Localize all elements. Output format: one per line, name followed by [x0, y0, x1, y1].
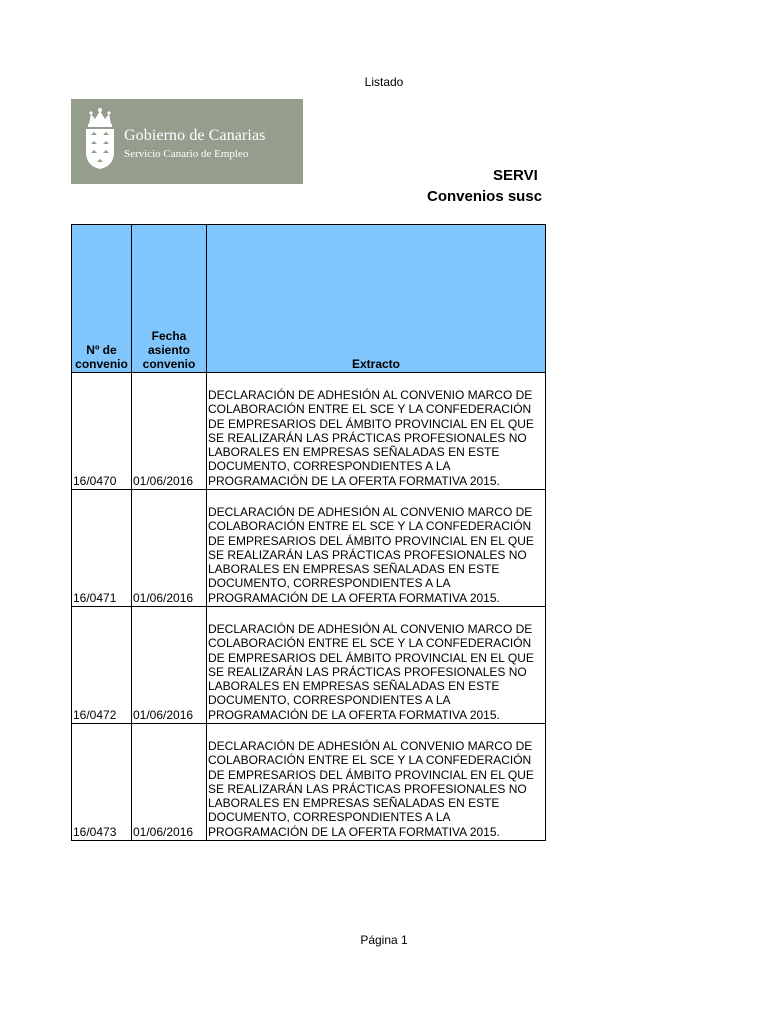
- logo-organization-subtitle: Servicio Canario de Empleo: [124, 148, 249, 160]
- cell-extracto: DECLARACIÓN DE ADHESIÓN AL CONVENIO MARCO DE COLABORACIÓN ENTRE EL SCE Y LA CONFEDERACIÓN DE EMPRESARIOS DEL ÁMBITO PROVINCIAL EN EL QUE SE REALIZARÁN LAS PRÁCTICAS PROFESIONALES NO LABORALES EN EMPRESAS SEÑALADAS EN ESTE DOCUMENTO, CORRESPONDIENTES A LA PROGRAMACIÓN DE LA OFERTA FORMATIVA 2015.: [207, 724, 546, 841]
- cell-num-convenio: 16/0473: [72, 724, 132, 841]
- document-subtitle: Convenios susc: [427, 188, 543, 205]
- header-fecha-asiento: Fecha asiento convenio: [132, 225, 207, 373]
- document-title: SERVI: [493, 167, 538, 184]
- cell-extracto: DECLARACIÓN DE ADHESIÓN AL CONVENIO MARCO DE COLABORACIÓN ENTRE EL SCE Y LA CONFEDERACIÓN DE EMPRESARIOS DEL ÁMBITO PROVINCIAL EN EL QUE SE REALIZARÁN LAS PRÁCTICAS PROFESIONALES NO LABORALES EN EMPRESAS SEÑALADAS EN ESTE DOCUMENTO, CORRESPONDIENTES A LA PROGRAMACIÓN DE LA OFERTA FORMATIVA 2015.: [207, 490, 546, 607]
- table-row: [72, 373, 546, 490]
- cell-num-convenio: 16/0470: [72, 373, 132, 490]
- cell-fecha-asiento: 01/06/2016: [132, 724, 207, 841]
- table-row: [72, 607, 546, 724]
- header-extracto: Extracto: [207, 225, 546, 373]
- cell-fecha-asiento: 01/06/2016: [132, 490, 207, 607]
- title-clip-area: [0, 0, 545, 240]
- cell-extracto: DECLARACIÓN DE ADHESIÓN AL CONVENIO MARCO DE COLABORACIÓN ENTRE EL SCE Y LA CONFEDERACIÓN DE EMPRESARIOS DEL ÁMBITO PROVINCIAL EN EL QUE SE REALIZARÁN LAS PRÁCTICAS PROFESIONALES NO LABORALES EN EMPRESAS SEÑALADAS EN ESTE DOCUMENTO, CORRESPONDIENTES A LA PROGRAMACIÓN DE LA OFERTA FORMATIVA 2015.: [207, 607, 546, 724]
- cell-fecha-asiento: 01/06/2016: [132, 607, 207, 724]
- table-row: [72, 724, 546, 841]
- table-header-row: [72, 225, 546, 373]
- convenios-table: [71, 224, 546, 841]
- cell-num-convenio: 16/0472: [72, 607, 132, 724]
- header-num-convenio: Nº de convenio: [72, 225, 132, 373]
- page-number: Página 1: [360, 933, 408, 947]
- cell-num-convenio: 16/0471: [72, 490, 132, 607]
- table-row: [72, 490, 546, 607]
- cell-fecha-asiento: 01/06/2016: [132, 373, 207, 490]
- page-header-title: Listado: [364, 75, 404, 89]
- logo-organization-name: Gobierno de Canarias: [124, 127, 266, 144]
- cell-extracto: DECLARACIÓN DE ADHESIÓN AL CONVENIO MARCO DE COLABORACIÓN ENTRE EL SCE Y LA CONFEDERACIÓN DE EMPRESARIOS DEL ÁMBITO PROVINCIAL EN EL QUE SE REALIZARÁN LAS PRÁCTICAS PROFESIONALES NO LABORALES EN EMPRESAS SEÑALADAS EN ESTE DOCUMENTO, CORRESPONDIENTES A LA PROGRAMACIÓN DE LA OFERTA FORMATIVA 2015.: [207, 373, 546, 490]
